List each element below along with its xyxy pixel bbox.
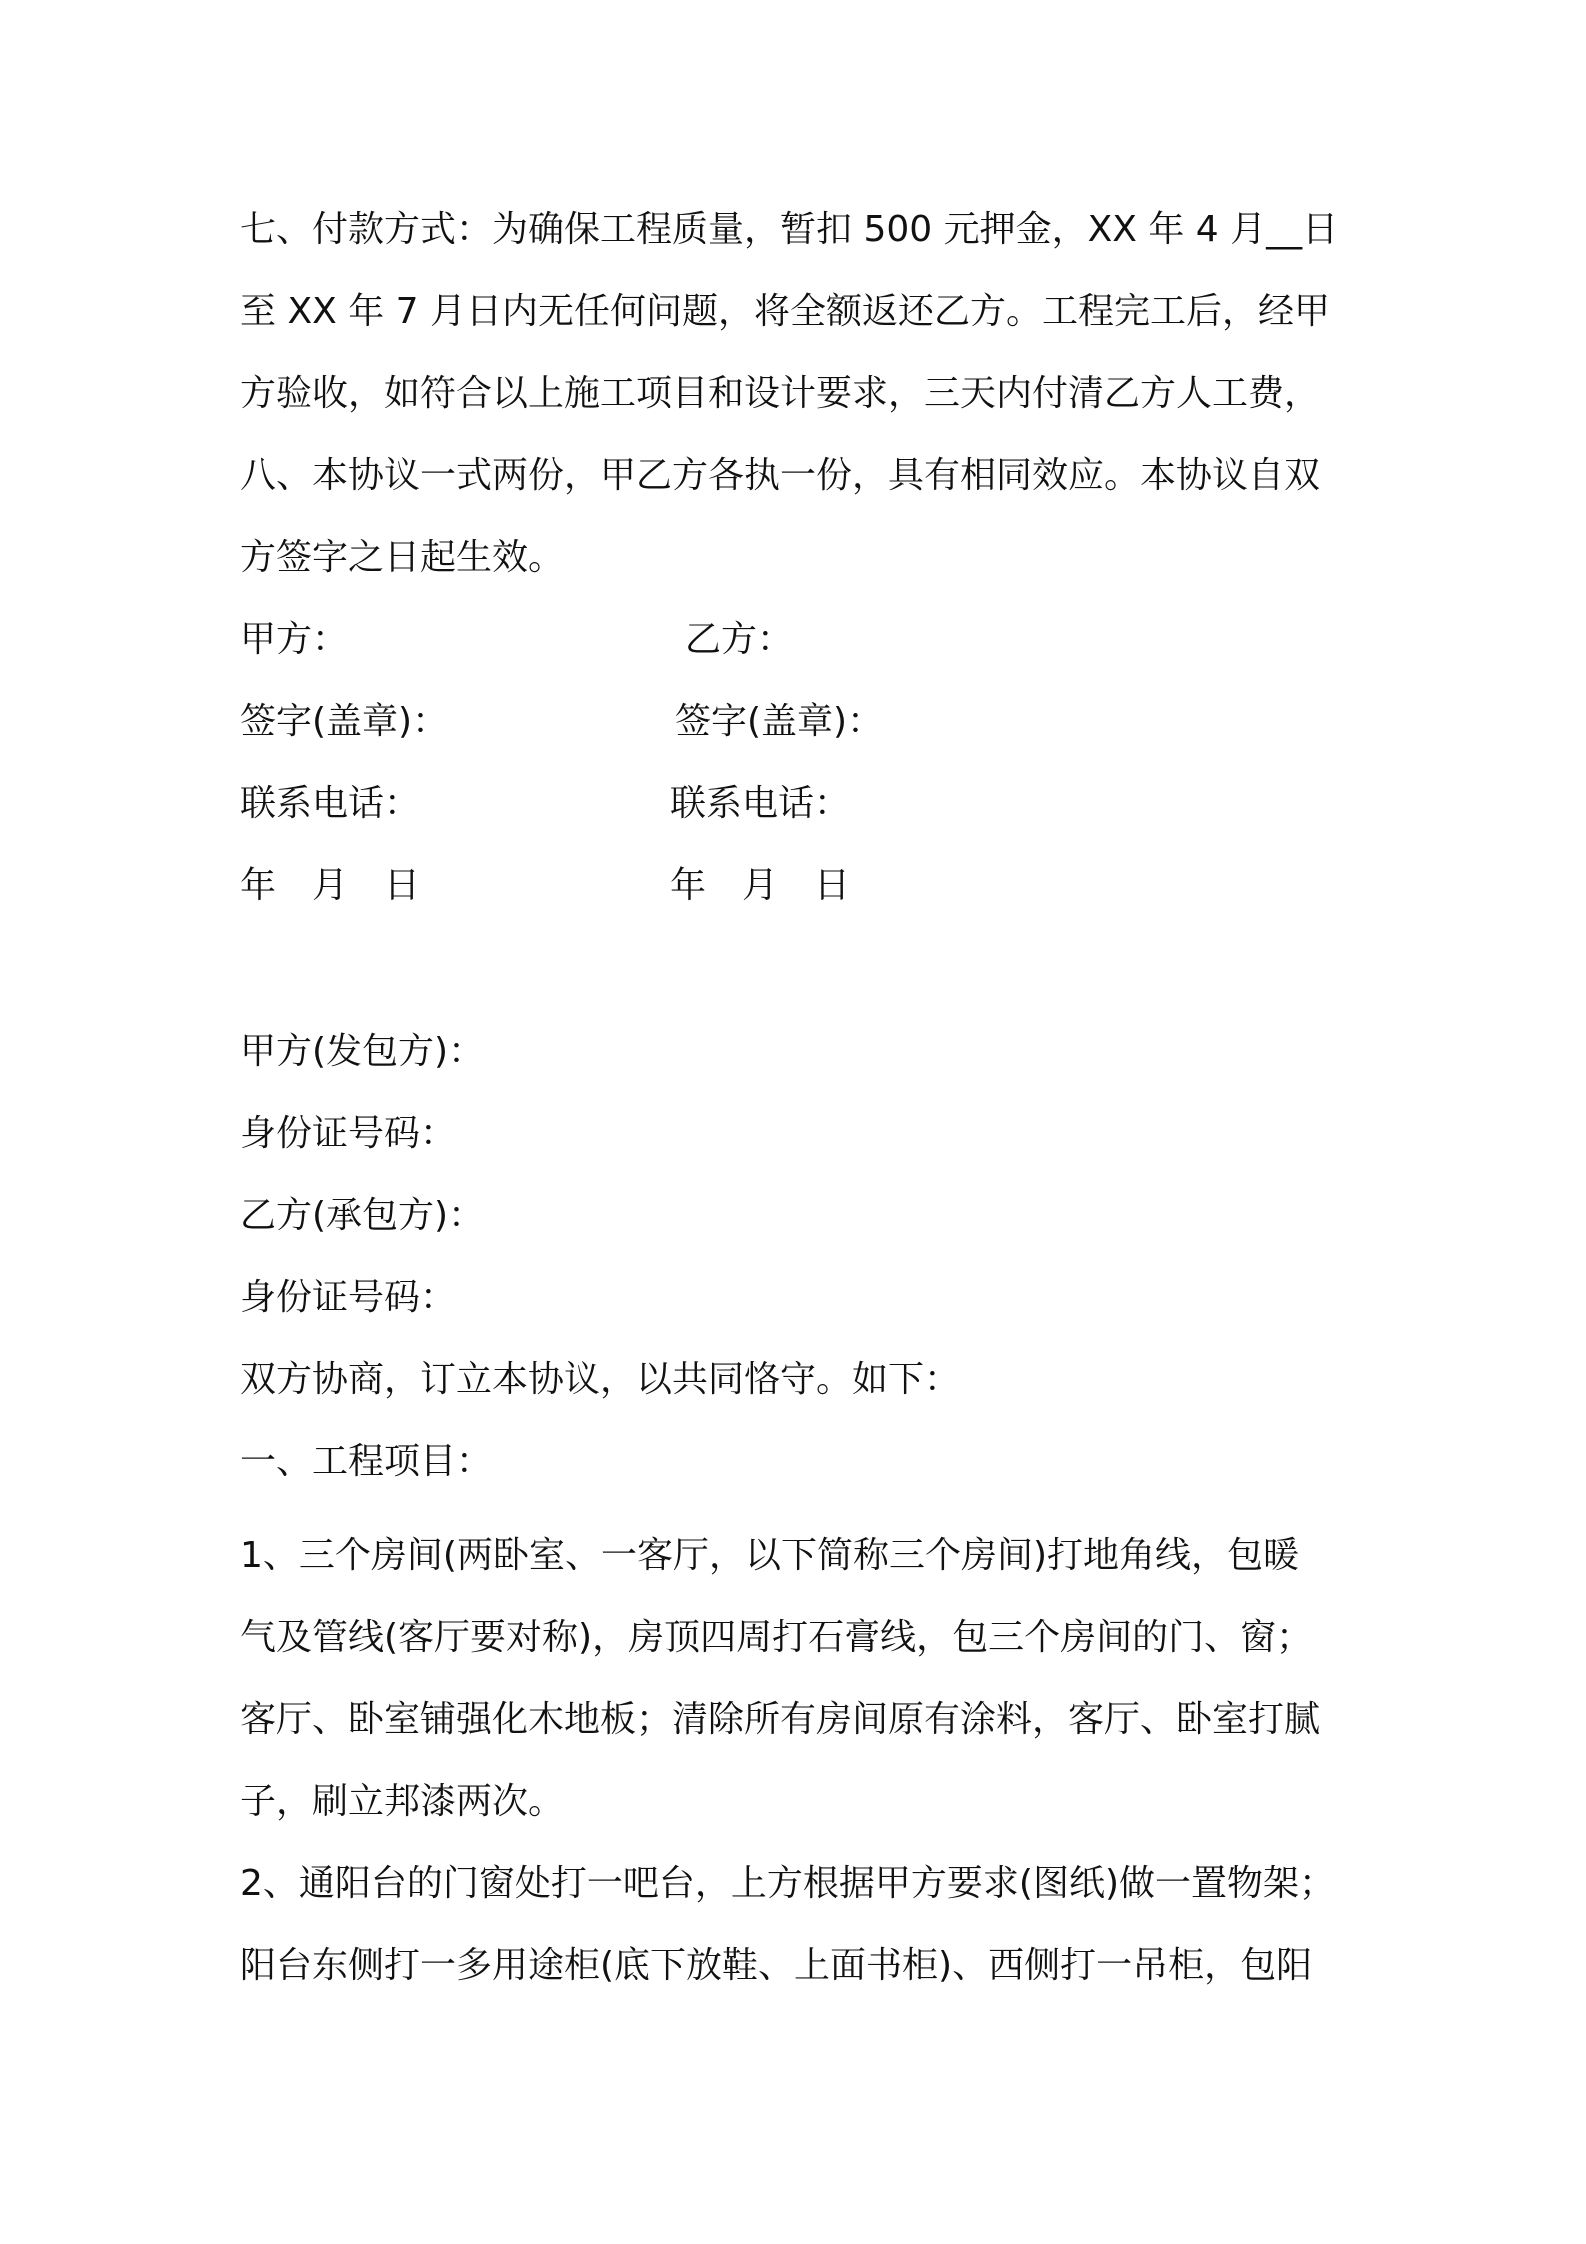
party-b-contractor: 乙方(承包方)： bbox=[240, 1195, 485, 1236]
section-1-item-1-line-1: 1、三个房间(两卧室、一客厅，以下简称三个房间)打地角线，包暖 bbox=[240, 1535, 1299, 1576]
party-a-date: 年 月 日 bbox=[240, 865, 421, 906]
clause-8-line-1: 八、本协议一式两份，甲乙方各执一份，具有相同效应。本协议自双 bbox=[240, 455, 1321, 496]
section-1-title: 一、工程项目： bbox=[240, 1441, 493, 1482]
party-a-contractor: 甲方(发包方)： bbox=[240, 1031, 485, 1072]
party-a-label: 甲方： bbox=[240, 619, 349, 660]
party-a-id: 身份证号码： bbox=[240, 1113, 457, 1154]
party-b-signature: 签字(盖章)： bbox=[675, 701, 884, 742]
agreement-intro: 双方协商，订立本协议，以共同恪守。如下： bbox=[240, 1359, 961, 1400]
clause-7-line-2: 至 XX 年 7 月日内无任何问题，将全额返还乙方。工程完工后，经甲 bbox=[240, 291, 1331, 332]
section-1-item-1-line-3: 客厅、卧室铺强化木地板；清除所有房间原有涂料，客厅、卧室打腻 bbox=[240, 1699, 1321, 1740]
section-1-item-1-line-4: 子，刷立邦漆两次。 bbox=[240, 1781, 565, 1822]
party-b-label: 乙方： bbox=[685, 619, 794, 660]
clause-8-line-2: 方签字之日起生效。 bbox=[240, 537, 565, 578]
party-b-id: 身份证号码： bbox=[240, 1277, 457, 1318]
party-b-phone: 联系电话： bbox=[670, 783, 851, 824]
section-1-item-2-line-2: 阳台东侧打一多用途柜(底下放鞋、上面书柜)、西侧打一吊柜，包阳 bbox=[240, 1945, 1313, 1986]
party-b-date: 年 月 日 bbox=[670, 865, 851, 906]
party-a-signature: 签字(盖章)： bbox=[240, 701, 449, 742]
section-1-item-2-line-1: 2、通阳台的门窗处打一吧台，上方根据甲方要求(图纸)做一置物架； bbox=[240, 1863, 1335, 1904]
clause-7-line-1: 七、付款方式：为确保工程质量，暂扣 500 元押金，XX 年 4 月__日 bbox=[240, 209, 1339, 250]
party-a-phone: 联系电话： bbox=[240, 783, 421, 824]
section-1-item-1-line-2: 气及管线(客厅要对称)，房顶四周打石膏线，包三个房间的门、窗； bbox=[240, 1617, 1313, 1658]
clause-7-line-3: 方验收，如符合以上施工项目和设计要求，三天内付清乙方人工费， bbox=[240, 373, 1321, 414]
